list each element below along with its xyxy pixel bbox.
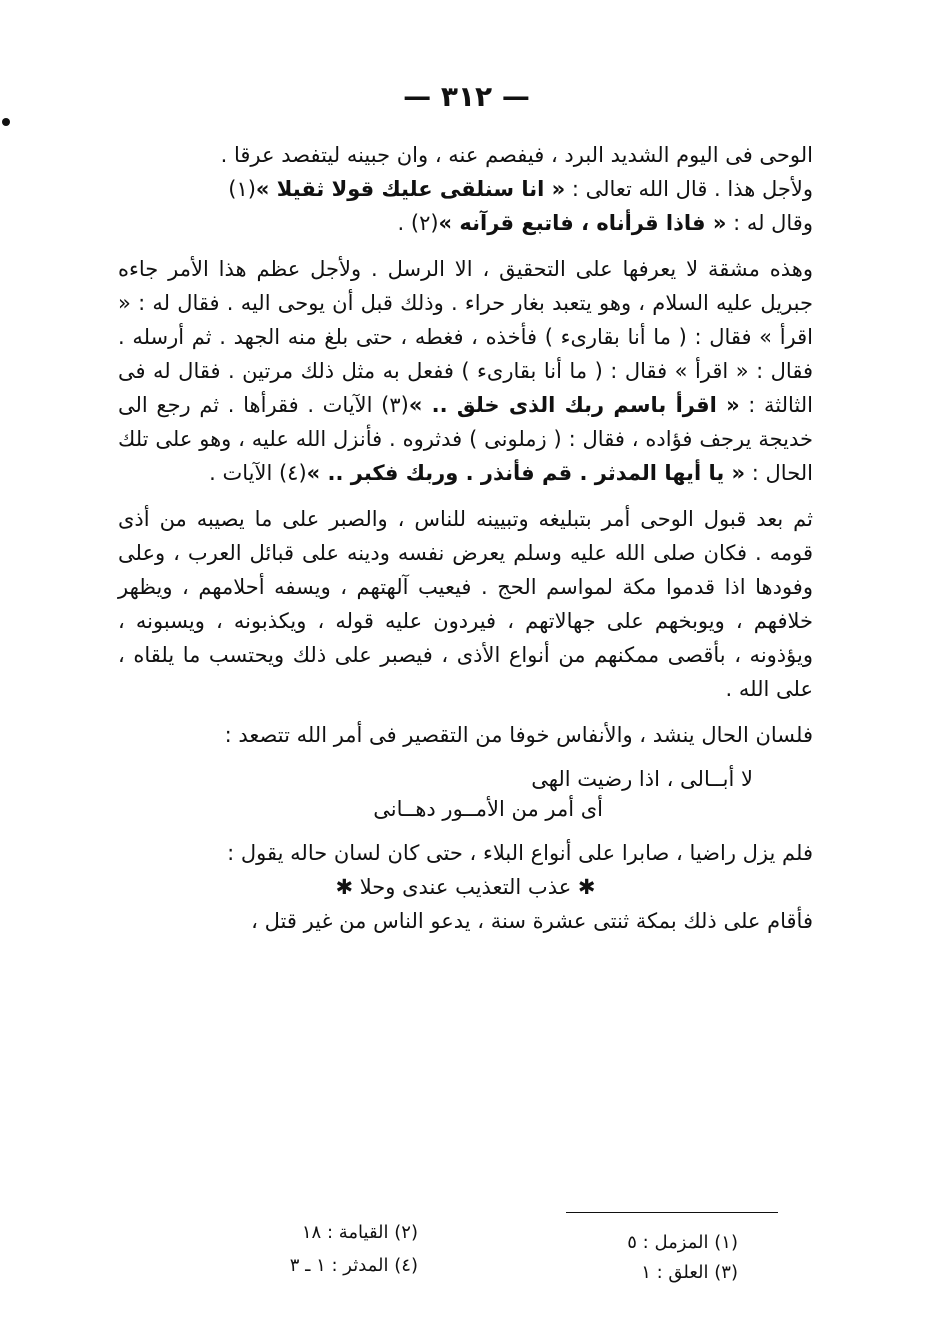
footnote: (٤) المدثر : ١ ـ ٣ [289, 1255, 418, 1276]
quran-quote: « يا أيها المدثر . قم فأنذر . وربك فكبر .. » [306, 461, 746, 485]
poem-line: أى أمر من الأمــور دهــانى [373, 797, 603, 821]
paragraph: فأقام على ذلك بمكة ثنتى عشرة سنة ، يدعو الناس من غير قتل ، [251, 909, 813, 933]
quran-quote: « انا سنلقى عليك قولا ثقيلا » [255, 177, 566, 201]
poem-line: لا أبــالى ، اذا رضيت الهى [531, 767, 753, 791]
paragraph: ثم بعد قبول الوحى أمر بتبليغه وتبيينه للناس ، والصبر على ما يصيبه من أذى قومه . فكان صلى الله عليه وسلم يعرض نفسه ودينه على قبائل العرب ، وعلى وفودها اذا قدموا مكة لمواسم الحج . فيعيب آلهتهم ، ويسفه أحلامهم ، ويظهر خلافهم ، ويوبخهم على جهالاتهم ، فيردون عليه قوله ، ويكذبونه ، ويسبونه ، ويؤذونه ، بأقصى ممكنهم من أنواع الأذى ، فيصبر على ذلك ويحتسب ما يلقاه ، على الله . [118, 507, 813, 701]
paragraph: فلسان الحال ينشد ، والأنفاس خوفا من التقصير فى أمر الله تتصعد : [224, 723, 813, 747]
star-verse: ✱ عذب التعذيب عندى وحلا ✱ [335, 875, 596, 899]
page-body [118, 138, 813, 938]
footnote: (٢) القيامة : ١٨ [301, 1222, 418, 1243]
paragraph: الوحى فى اليوم الشديد البرد ، فيفصم عنه ، وان جبينه ليتفصد عرقا . [220, 143, 813, 167]
paragraph: وقال له : « فاذا قرأناه ، فاتبع قرآنه »(٢) . [397, 211, 813, 235]
page-number: — ٣١٢ — [403, 80, 530, 113]
footnote: (١) المزمل : ٥ [627, 1232, 738, 1253]
page-mark [2, 118, 10, 126]
poem [118, 764, 813, 824]
quran-quote: « فاذا قرأناه ، فاتبع قرآنه » [438, 211, 727, 235]
footnote-separator [566, 1212, 778, 1213]
paragraph: وهذه مشقة لا يعرفها على التحقيق ، الا الرسل . ولأجل عظم هذا الأمر جاءه جبريل عليه السلام ، وهو يتعبد بغار حراء . وذلك قبل أن يوحى اليه . فقال له : « اقرأ » فقال : ( ما أنا بقارىء ) فأخذه ، فغطه ، حتى بلغ منه الجهد . ثم أرسله . فقال : « اقرأ » فقال : ( ما أنا بقارىء ) ففعل به مثل ذلك مرتين . فقال له فى الثالثة : « اقرأ باسم ربك الذى خلق .. »(٣) الآيات . فقرأها . ثم رجع الى خديجة يرجف فؤاده ، فقال : ( زملونى ) فدثروه . فأنزل الله عليه ، وهو على تلك الحال : « يا أيها المدثر . قم فأنذر . وربك فكبر .. »(٤) الآيات . [118, 257, 813, 485]
quran-quote: « اقرأ باسم ربك الذى خلق .. » [408, 393, 740, 417]
paragraph: ولأجل هذا . قال الله تعالى : « انا سنلقى عليك قولا ثقيلا »(١) [228, 177, 813, 201]
paragraph: فلم يزل راضيا ، صابرا على أنواع البلاء ، حتى كان لسان حاله يقول : [227, 841, 813, 865]
footnote: (٣) العلق : ١ [641, 1262, 738, 1283]
